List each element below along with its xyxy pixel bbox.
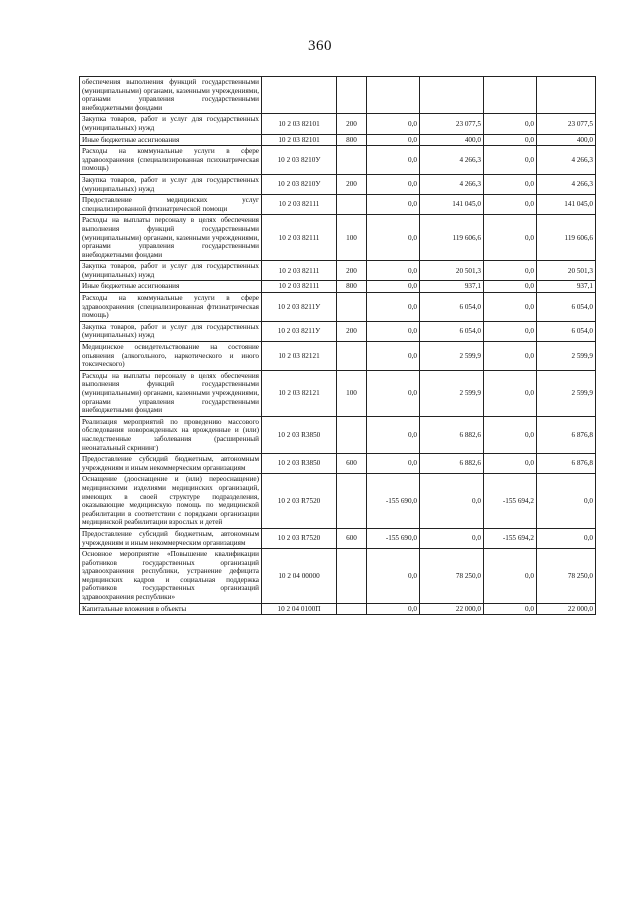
amount-cell-3 (484, 77, 537, 114)
amount-cell-2: 78 250,0 (420, 549, 484, 604)
amount-cell-4: 4 266,3 (537, 146, 596, 175)
amount-cell-4: 141 045,0 (537, 195, 596, 215)
expense-type-cell (337, 146, 367, 175)
target-code-cell: 10 2 03 82121 (262, 342, 337, 371)
amount-cell-4: 0,0 (537, 528, 596, 548)
amount-cell-3: 0,0 (484, 195, 537, 215)
table-row (80, 454, 596, 474)
expense-type-cell: 800 (337, 134, 367, 146)
row-name-cell: Иные бюджетные ассигнования (80, 134, 262, 146)
target-code-cell: 10 2 03 82121 (262, 370, 337, 416)
amount-cell-1: 0,0 (367, 342, 420, 371)
amount-cell-4: 22 000,0 (537, 603, 596, 615)
amount-cell-1: 0,0 (367, 215, 420, 261)
target-code-cell: 10 2 04 00000 (262, 549, 337, 604)
amount-cell-1: 0,0 (367, 321, 420, 341)
expense-type-cell (337, 293, 367, 322)
expense-type-cell: 100 (337, 370, 367, 416)
amount-cell-2: 20 501,3 (420, 261, 484, 281)
table-row (80, 134, 596, 146)
amount-cell-3: 0,0 (484, 321, 537, 341)
amount-cell-1: -155 690,0 (367, 528, 420, 548)
target-code-cell: 10 2 03 82111 (262, 195, 337, 215)
amount-cell-4: 2 599,9 (537, 370, 596, 416)
expense-type-cell (337, 342, 367, 371)
target-code-cell: 10 2 03 R7520 (262, 474, 337, 529)
row-name-cell: Капитальные вложения в объекты (80, 603, 262, 615)
expense-type-cell: 200 (337, 174, 367, 194)
amount-cell-1: 0,0 (367, 134, 420, 146)
expense-type-cell (337, 77, 367, 114)
amount-cell-2: 6 882,6 (420, 454, 484, 474)
row-name-cell: Предоставление субсидий бюджетным, автономным учреждениям и иным некоммерческим организациям (80, 454, 262, 474)
row-name-cell: Закупка товаров, работ и услуг для государственных (муниципальных) нужд (80, 114, 262, 134)
row-name-cell: Медицинское освидетельствование на состояние опьянения (алкогольного, наркотического и иного токсического) (80, 342, 262, 371)
amount-cell-2: 6 882,6 (420, 416, 484, 453)
target-code-cell: 10 2 03 82111 (262, 215, 337, 261)
amount-cell-2: 0,0 (420, 474, 484, 529)
target-code-cell: 10 2 03 8210У (262, 174, 337, 194)
table-row (80, 174, 596, 194)
amount-cell-4: 119 606,6 (537, 215, 596, 261)
row-name-cell: Закупка товаров, работ и услуг для государственных (муниципальных) нужд (80, 174, 262, 194)
table-row (80, 370, 596, 416)
amount-cell-3: -155 694,2 (484, 528, 537, 548)
amount-cell-2: 22 000,0 (420, 603, 484, 615)
table-row (80, 603, 596, 615)
table-row (80, 293, 596, 322)
table-row (80, 215, 596, 261)
target-code-cell: 10 2 03 82111 (262, 281, 337, 293)
table-row (80, 281, 596, 293)
amount-cell-4 (537, 77, 596, 114)
target-code-cell: 10 2 03 R7520 (262, 528, 337, 548)
expense-type-cell (337, 416, 367, 453)
table-row (80, 549, 596, 604)
page-number: 360 (308, 38, 332, 54)
budget-table (79, 76, 596, 615)
amount-cell-1: 0,0 (367, 174, 420, 194)
amount-cell-2: 4 266,3 (420, 174, 484, 194)
target-code-cell: 10 2 03 82101 (262, 134, 337, 146)
expense-type-cell: 800 (337, 281, 367, 293)
amount-cell-3: 0,0 (484, 454, 537, 474)
table-row (80, 195, 596, 215)
amount-cell-2: 23 077,5 (420, 114, 484, 134)
table-row (80, 342, 596, 371)
amount-cell-4: 23 077,5 (537, 114, 596, 134)
amount-cell-1: 0,0 (367, 281, 420, 293)
table-row (80, 114, 596, 134)
amount-cell-1: 0,0 (367, 603, 420, 615)
expense-type-cell: 600 (337, 528, 367, 548)
expense-type-cell: 100 (337, 215, 367, 261)
amount-cell-3: 0,0 (484, 215, 537, 261)
target-code-cell: 10 2 04 0100П (262, 603, 337, 615)
table-body (80, 77, 596, 615)
table-row (80, 261, 596, 281)
amount-cell-2: 400,0 (420, 134, 484, 146)
amount-cell-2: 0,0 (420, 528, 484, 548)
amount-cell-2: 2 599,9 (420, 342, 484, 371)
amount-cell-3: 0,0 (484, 416, 537, 453)
table-row (80, 77, 596, 114)
row-name-cell: Предоставление медицинских услуг специализированной фтизиатрической помощи (80, 195, 262, 215)
amount-cell-3: 0,0 (484, 342, 537, 371)
amount-cell-4: 0,0 (537, 474, 596, 529)
amount-cell-4: 78 250,0 (537, 549, 596, 604)
row-name-cell: Закупка товаров, работ и услуг для государственных (муниципальных) нужд (80, 321, 262, 341)
amount-cell-2: 141 045,0 (420, 195, 484, 215)
table-row (80, 146, 596, 175)
target-code-cell: 10 2 03 R3850 (262, 454, 337, 474)
row-name-cell: Оснащение (дооснащение и (или) переоснащение) медицинскими изделиями медицинских организаций, имеющих в своей структуре подразделения, оказывающие медицинскую помощь по медицинской реабилитации в соответствии с порядками организации медицинской реабилитации взрослых и детей (80, 474, 262, 529)
amount-cell-3: 0,0 (484, 603, 537, 615)
target-code-cell: 10 2 03 8211У (262, 321, 337, 341)
expense-type-cell: 200 (337, 261, 367, 281)
amount-cell-4: 6 054,0 (537, 321, 596, 341)
amount-cell-3: 0,0 (484, 370, 537, 416)
amount-cell-1: 0,0 (367, 146, 420, 175)
row-name-cell: Расходы на выплаты персоналу в целях обеспечения выполнения функций государственными (муниципальными) органами, казенными учреждениями, органами управления государственными внебюджетными фондами (80, 370, 262, 416)
amount-cell-1: 0,0 (367, 261, 420, 281)
row-name-cell: Иные бюджетные ассигнования (80, 281, 262, 293)
amount-cell-4: 20 501,3 (537, 261, 596, 281)
table-row (80, 474, 596, 529)
amount-cell-4: 6 876,8 (537, 454, 596, 474)
amount-cell-1: 0,0 (367, 114, 420, 134)
expense-type-cell (337, 474, 367, 529)
amount-cell-3: 0,0 (484, 174, 537, 194)
amount-cell-4: 6 876,8 (537, 416, 596, 453)
target-code-cell: 10 2 03 82101 (262, 114, 337, 134)
amount-cell-4: 6 054,0 (537, 293, 596, 322)
amount-cell-2: 6 054,0 (420, 293, 484, 322)
row-name-cell: Закупка товаров, работ и услуг для государственных (муниципальных) нужд (80, 261, 262, 281)
amount-cell-3: 0,0 (484, 549, 537, 604)
amount-cell-1: 0,0 (367, 370, 420, 416)
amount-cell-3: 0,0 (484, 134, 537, 146)
row-name-cell: Расходы на выплаты персоналу в целях обеспечения выполнения функций государственными (муниципальными) органами, казенными учреждениями, органами управления государственными внебюджетными фондами (80, 215, 262, 261)
amount-cell-4: 400,0 (537, 134, 596, 146)
table-row (80, 321, 596, 341)
amount-cell-3: -155 694,2 (484, 474, 537, 529)
amount-cell-2: 6 054,0 (420, 321, 484, 341)
amount-cell-1: 0,0 (367, 293, 420, 322)
amount-cell-2: 4 266,3 (420, 146, 484, 175)
expense-type-cell: 200 (337, 114, 367, 134)
amount-cell-2 (420, 77, 484, 114)
table-row (80, 416, 596, 453)
amount-cell-2: 2 599,9 (420, 370, 484, 416)
table-row (80, 528, 596, 548)
expense-type-cell: 200 (337, 321, 367, 341)
amount-cell-3: 0,0 (484, 281, 537, 293)
amount-cell-1: -155 690,0 (367, 474, 420, 529)
target-code-cell: 10 2 03 8211У (262, 293, 337, 322)
amount-cell-3: 0,0 (484, 293, 537, 322)
amount-cell-1: 0,0 (367, 454, 420, 474)
amount-cell-4: 2 599,9 (537, 342, 596, 371)
row-name-cell: Реализация мероприятий по проведению массового обследования новорожденных на врожденные и (или) наследственные заболевания (расширенный неонатальный скрининг) (80, 416, 262, 453)
amount-cell-1: 0,0 (367, 195, 420, 215)
target-code-cell: 10 2 03 82111 (262, 261, 337, 281)
amount-cell-2: 119 606,6 (420, 215, 484, 261)
amount-cell-4: 937,1 (537, 281, 596, 293)
target-code-cell: 10 2 03 8210У (262, 146, 337, 175)
amount-cell-4: 4 266,3 (537, 174, 596, 194)
amount-cell-1: 0,0 (367, 416, 420, 453)
row-name-cell: Расходы на коммунальные услуги в сфере здравоохранения (специализированная психиатрическая помощь) (80, 146, 262, 175)
expense-type-cell (337, 603, 367, 615)
amount-cell-3: 0,0 (484, 261, 537, 281)
expense-type-cell: 600 (337, 454, 367, 474)
target-code-cell: 10 2 03 R3850 (262, 416, 337, 453)
expense-type-cell (337, 549, 367, 604)
expense-type-cell (337, 195, 367, 215)
amount-cell-3: 0,0 (484, 114, 537, 134)
row-name-cell: Предоставление субсидий бюджетным, автономным учреждениям и иным некоммерческим организациям (80, 528, 262, 548)
amount-cell-1: 0,0 (367, 549, 420, 604)
row-name-cell: Основное мероприятие «Повышение квалификации работников государственных организаций здравоохранения республики, устранение дефицита медицинских кадров и социальная поддержка работников государственных организаций здравоохранения республики» (80, 549, 262, 604)
row-name-cell: Расходы на коммунальные услуги в сфере здравоохранения (специализированная фтизиатрическая помощь) (80, 293, 262, 322)
row-name-cell: обеспечения выполнения функций государственными (муниципальными) органами, казенными учреждениями, органами управления государственными внебюджетными фондами (80, 77, 262, 114)
amount-cell-3: 0,0 (484, 146, 537, 175)
target-code-cell (262, 77, 337, 114)
amount-cell-2: 937,1 (420, 281, 484, 293)
amount-cell-1 (367, 77, 420, 114)
